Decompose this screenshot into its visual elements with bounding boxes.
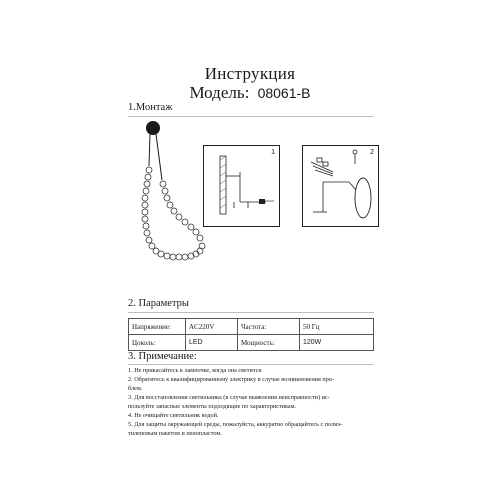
parameters-table bbox=[128, 318, 374, 351]
socket-value: LED bbox=[186, 335, 238, 351]
power-label: Мощность: bbox=[238, 335, 300, 351]
table-row bbox=[129, 319, 374, 335]
section-notes-heading: 3. Примечание: bbox=[128, 351, 197, 362]
section-divider bbox=[128, 312, 374, 313]
document-title: Инструкция bbox=[204, 64, 296, 83]
voltage-label: Напряжение: bbox=[129, 319, 186, 335]
step-2-panel bbox=[302, 145, 379, 227]
table-row bbox=[129, 335, 374, 351]
frequency-label: Частота: bbox=[238, 319, 300, 335]
wiring-diagram bbox=[303, 146, 378, 226]
power-value: 120W bbox=[300, 335, 374, 351]
frequency-value: 50 Гц bbox=[300, 319, 374, 335]
socket-label: Цоколь: bbox=[129, 335, 186, 351]
list-item: 3. Для восстановления светильника (в случае выявления неисправности) ис- пользуйте запасные элементы подходящие по характеристикам. bbox=[128, 394, 330, 410]
list-item: 4. Не очищайте светильник водой. bbox=[128, 412, 219, 419]
step-2-number: 2 bbox=[370, 149, 374, 156]
section-divider bbox=[128, 116, 374, 117]
notes-list bbox=[128, 366, 390, 438]
model-line bbox=[0, 83, 500, 103]
section-divider bbox=[128, 364, 374, 365]
step-1-panel bbox=[203, 145, 280, 227]
step-1-number: 1 bbox=[271, 149, 275, 156]
section-params-heading: 2. Параметры bbox=[128, 298, 189, 309]
model-code: 08061-B bbox=[257, 85, 311, 101]
list-item: 2. Обратитесь к квалифицированному электрику в случае возникновения про- блем. bbox=[128, 376, 334, 392]
list-item: 5. Для защиты окружающей среды, пожалуйста, аккуратно обращайтесь с полиэ- тиленовым пакетом и пенопластом. bbox=[128, 421, 343, 437]
model-label: Модель: bbox=[189, 83, 250, 102]
list-item: 1. Не прикасайтесь к лампочке, когда она светится bbox=[128, 367, 262, 374]
voltage-value: AC220V bbox=[186, 319, 238, 335]
ceiling-mount-diagram bbox=[204, 146, 279, 226]
section-mount-heading: 1.Монтаж bbox=[128, 102, 173, 113]
